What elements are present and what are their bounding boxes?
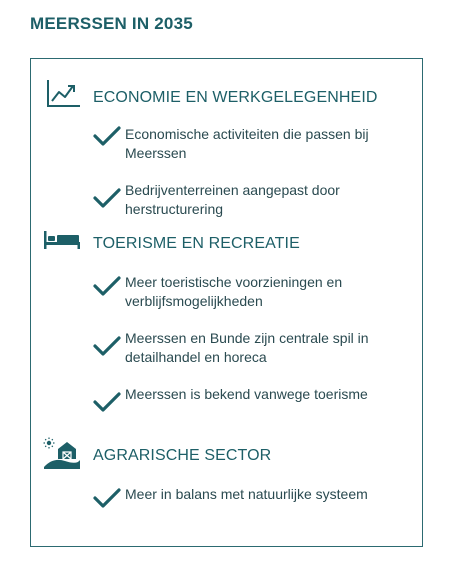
checkmark-icon — [93, 125, 121, 147]
page-title: MEERSSEN IN 2035 — [30, 14, 193, 33]
farm-barn-icon — [43, 437, 81, 469]
checkmark-icon — [93, 487, 121, 509]
list-item-text: Meerssen en Bunde zijn centrale spil in detailhandel en horeca — [125, 330, 369, 365]
bed-icon — [42, 225, 82, 253]
content-panel — [30, 58, 423, 547]
list-item-text: Economische activiteiten die passen bij Meerssen — [125, 126, 369, 161]
checkmark-icon — [93, 335, 121, 357]
line-chart-icon — [45, 77, 83, 111]
section-heading-economie: ECONOMIE EN WERKGELEGENHEID — [93, 89, 378, 106]
section-heading-toerisme: TOERISME EN RECREATIE — [93, 235, 300, 252]
list-item-text: Meer in balans met natuurlijke systeem — [125, 486, 368, 502]
checkmark-icon — [93, 187, 121, 209]
list-item-text: Meer toeristische voorzieningen en verblijfsmogelijkheden — [125, 274, 343, 309]
list-item-text: Meerssen is bekend vanwege toerisme — [125, 386, 368, 402]
checkmark-icon — [93, 275, 121, 297]
section-heading-agrarisch: AGRARISCHE SECTOR — [93, 447, 272, 464]
checkmark-icon — [93, 391, 121, 413]
list-item-text: Bedrijventerreinen aangepast door herstructurering — [125, 182, 340, 217]
